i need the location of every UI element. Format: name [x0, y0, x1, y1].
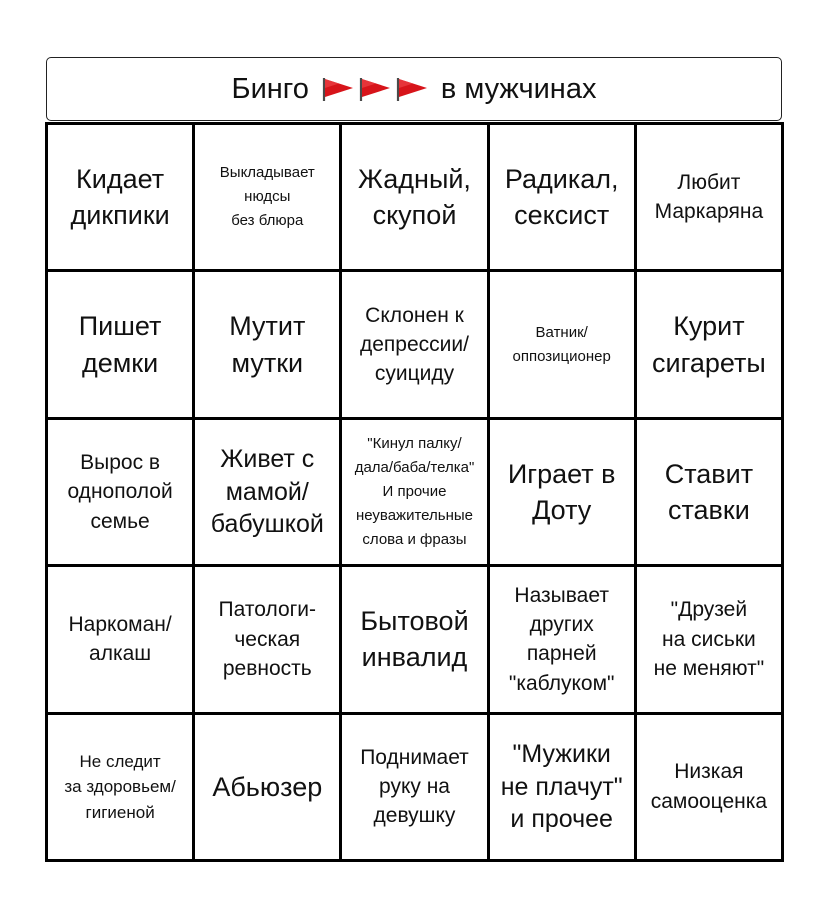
bingo-cell-text: Наркоман/ алкаш [68, 613, 172, 666]
bingo-cell-text: Патологи- ческая ревность [218, 598, 317, 681]
bingo-cell[interactable] [48, 567, 192, 711]
title-text-before: Бинго [231, 72, 309, 105]
bingo-cell-text: "Кинул палку/ дала/баба/телка" И прочие неуважительные слова и фразы [354, 434, 475, 548]
bingo-cell-text: Пишет демки [78, 311, 162, 378]
bingo-cell-text: Ставит ставки [664, 458, 754, 525]
bingo-cell[interactable] [195, 715, 339, 859]
bingo-cell-text: Курит сигареты [652, 311, 766, 378]
bingo-cell[interactable] [490, 420, 634, 564]
bingo-cell-text: Называет других парней "каблуком" [508, 583, 615, 695]
bingo-grid [45, 122, 784, 862]
bingo-cell[interactable] [195, 420, 339, 564]
bingo-cell-text: Абьюзер [212, 771, 323, 802]
bingo-cell[interactable] [48, 420, 192, 564]
red-flag-icon [321, 76, 355, 102]
bingo-cell-text: Ватник/ оппозиционер [512, 323, 611, 365]
bingo-cell-text: Играет в Доту [507, 458, 616, 525]
bingo-cell-text: Радикал, сексист [504, 163, 619, 231]
bingo-cell-text: Бытовой инвалид [360, 605, 469, 673]
bingo-cell[interactable] [195, 125, 339, 269]
bingo-cell-text: Мутит мутки [229, 311, 306, 378]
bingo-cell[interactable] [48, 272, 192, 416]
bingo-cell[interactable] [342, 272, 486, 416]
bingo-title [231, 72, 597, 105]
bingo-cell[interactable] [490, 272, 634, 416]
bingo-cell[interactable] [637, 715, 781, 859]
red-flag-icon [395, 76, 429, 102]
bingo-cell-text: Выкладывает нюдсы без блюра [219, 164, 315, 230]
bingo-cell[interactable] [195, 272, 339, 416]
bingo-cell[interactable] [195, 567, 339, 711]
red-flags-group [321, 76, 429, 102]
bingo-cell-text: "Друзей на сиськи не меняют" [653, 598, 765, 681]
bingo-cell[interactable] [342, 715, 486, 859]
bingo-cell[interactable] [637, 567, 781, 711]
bingo-title-box [46, 57, 782, 121]
bingo-cell[interactable] [637, 125, 781, 269]
title-text-after: в мужчинах [440, 72, 597, 105]
bingo-cell[interactable] [342, 125, 486, 269]
bingo-cell-text: Кидает дикпики [70, 163, 170, 231]
bingo-cell[interactable] [48, 715, 192, 859]
bingo-cell-text: Живет с мамой/ бабушкой [210, 445, 324, 539]
bingo-cell-text: Не следит за здоровьем/ гигиеной [64, 751, 176, 822]
bingo-cell-text: Жадный, скупой [358, 163, 471, 231]
bingo-cell[interactable] [490, 567, 634, 711]
bingo-cell[interactable] [637, 272, 781, 416]
bingo-cell[interactable] [48, 125, 192, 269]
bingo-cell-text: Низкая самооценка [650, 760, 768, 813]
bingo-cell[interactable] [637, 420, 781, 564]
bingo-cell[interactable] [342, 420, 486, 564]
red-flag-icon [358, 76, 392, 102]
bingo-cell-text: Любит Маркаряна [654, 170, 764, 224]
bingo-cell-text: Поднимает руку на девушку [360, 745, 469, 828]
bingo-cell[interactable] [490, 715, 634, 859]
bingo-cell[interactable] [490, 125, 634, 269]
bingo-cell-text: Склонен к депрессии/ суициду [360, 303, 469, 386]
bingo-cell-text: Вырос в однополой семье [67, 450, 173, 533]
bingo-cell[interactable] [342, 567, 486, 711]
bingo-cell-text: "Мужики не плачут" и прочее [500, 740, 623, 834]
